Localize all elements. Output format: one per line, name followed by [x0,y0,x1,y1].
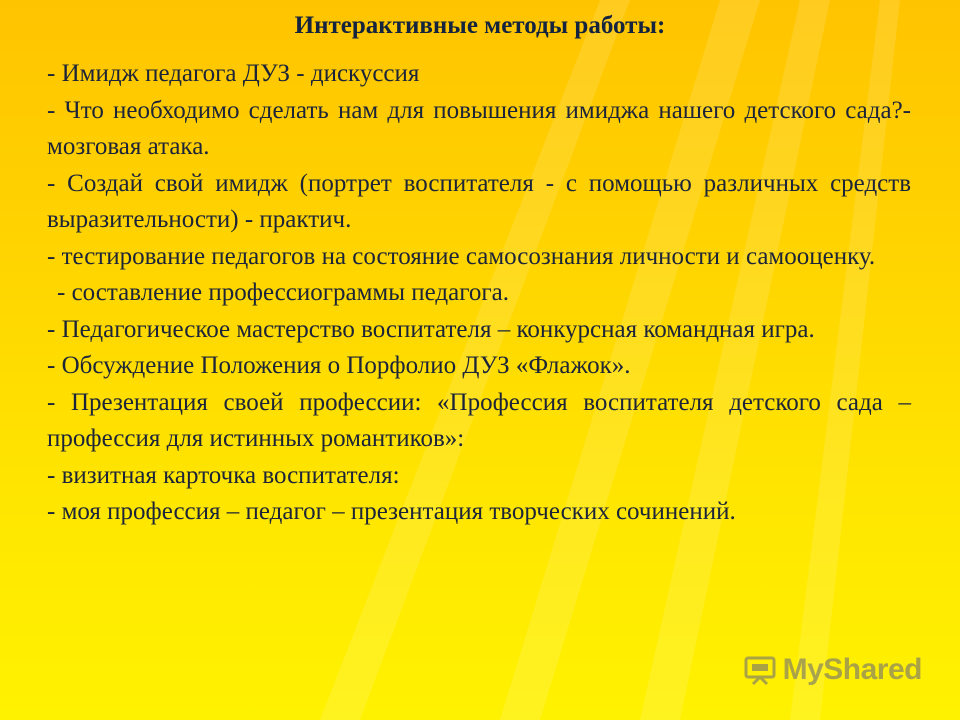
list-item: - Педагогическое мастерство воспитателя – конкурсная командная игра. [47,315,815,343]
slide-title: Интерактивные методы работы: [294,12,666,39]
list-item: - Имидж педагога ДУЗ - дискуссия [47,60,420,87]
watermark-logo [743,653,922,687]
list-item: - Обсуждение Положения о Порфолио ДУЗ «Флажок». [47,352,631,379]
presentation-board-icon [743,655,777,685]
list-item: - составление профессиограммы педагога. [57,279,509,306]
list-item: - визитная карточка воспитателя: [47,461,400,489]
list-item: - тестирование педагогов на состояние самосознания личности и самооценку. [47,242,876,270]
list-item: - Создай свой имидж (портрет воспитателя - с помощью различных средств выразительности) - практич. [47,169,911,233]
slide-content [47,56,911,531]
list-item: - Что необходимо сделать нам для повышения имиджа нашего детского сада?- мозговая атака. [47,96,911,160]
list-item: - Презентация своей профессии: «Профессия воспитателя детского сада – профессия для истинных романтиков»: [47,388,911,452]
list-item: - моя профессия – педагог – презентация творческих сочинений. [47,498,736,525]
watermark-text: MyShared [782,653,922,686]
